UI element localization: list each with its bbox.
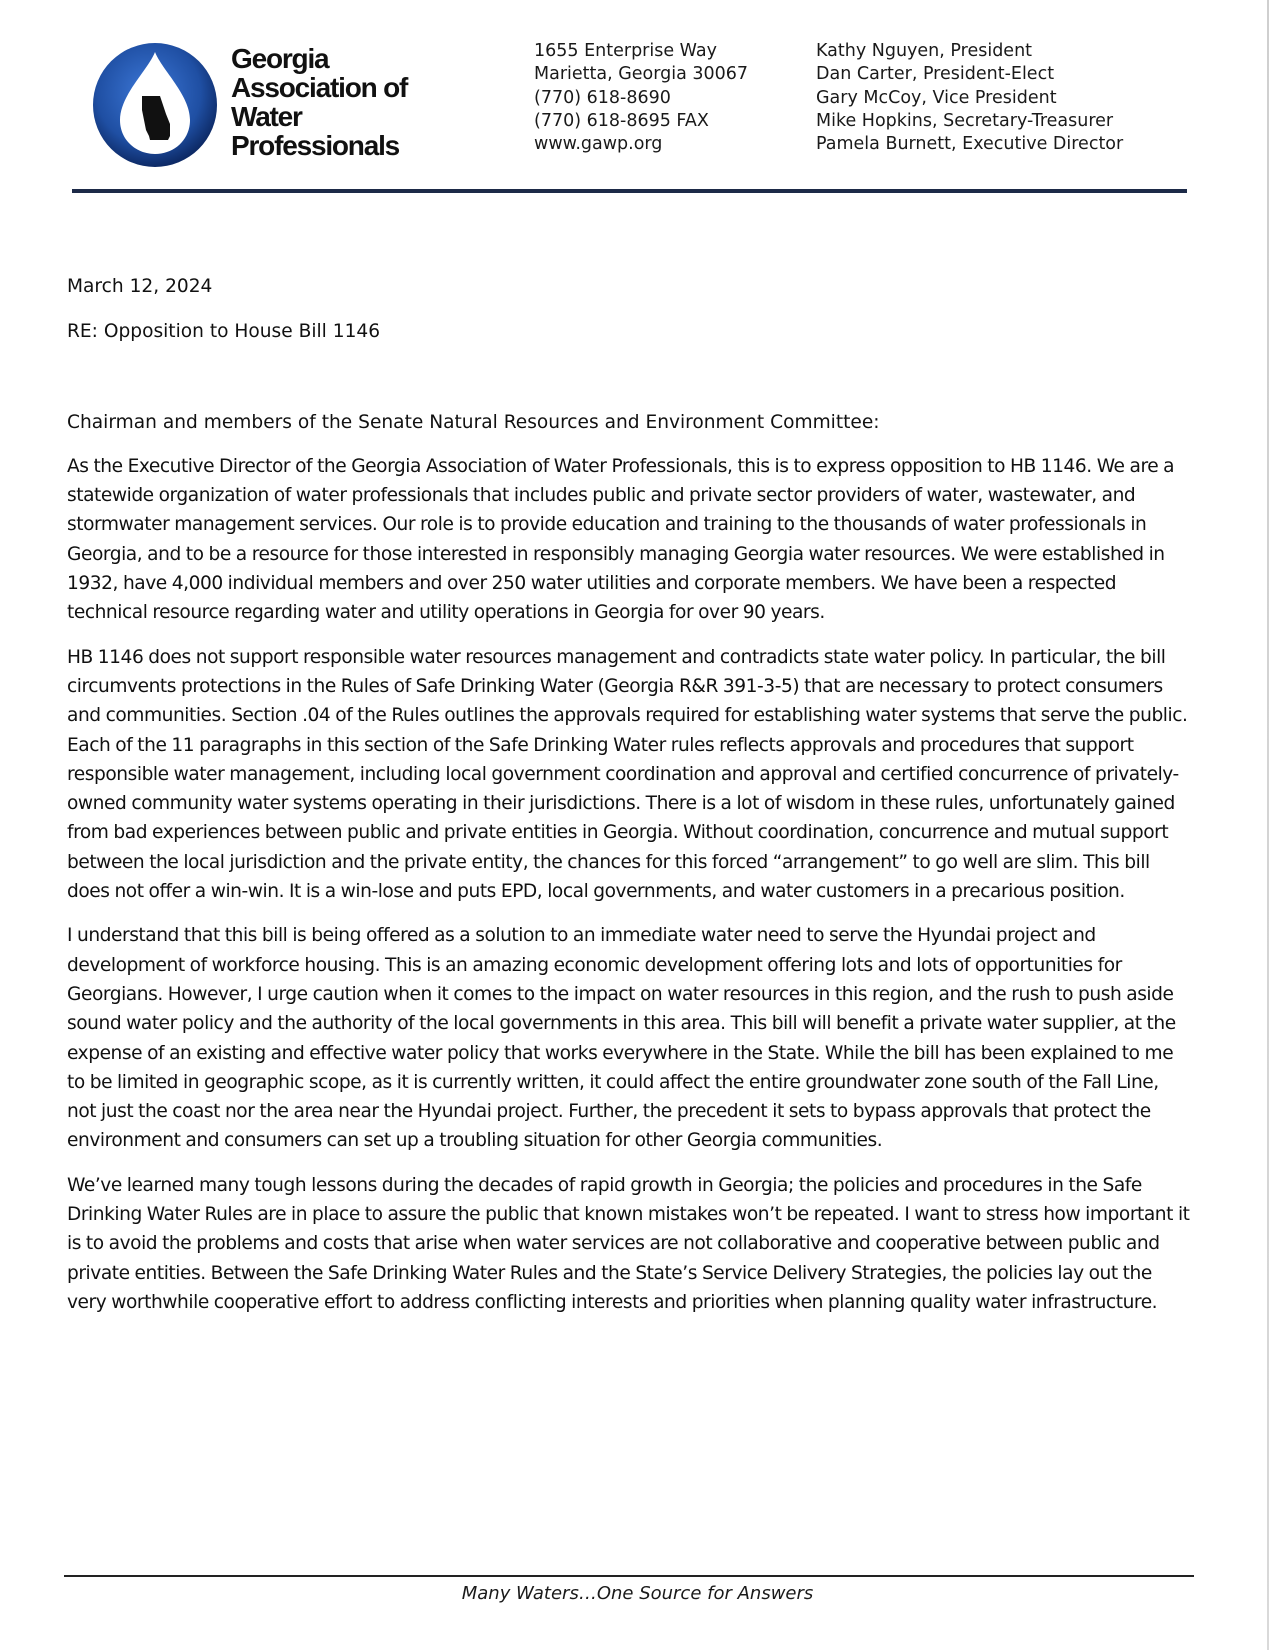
gawp-logo xyxy=(90,40,220,170)
address-website: www.gawp.org xyxy=(534,134,663,155)
address-city: Marietta, Georgia 30067 xyxy=(534,64,749,85)
letter-salutation: Chairman and members of the Senate Natural Resources and Environment Committee: xyxy=(67,411,880,433)
address-fax: (770) 618-8695 FAX xyxy=(534,110,709,131)
officer-entry: Gary McCoy, Vice President xyxy=(816,87,1057,108)
scan-edge-shadow xyxy=(1267,0,1269,1650)
org-name-line: Professionals xyxy=(231,130,400,161)
officer-entry: Kathy Nguyen, President xyxy=(816,41,1033,61)
letter-date: March 12, 2024 xyxy=(67,276,213,297)
letter-paragraph: As the Executive Director of the Georgia Association of Water Professionals, this is to express opposition to HB 1146. We are a statewide organization of water professionals that includes public and private sector providers of water, wastewater, and stormwater management services. Our role is to provide education and training to the thousands of water professionals in Georgia, and to be a resource for those interested in responsibly managing Georgia water resources. We were established in 1932, have 4,000 individual members and over 250 water utilities and corporate members. We have been a respected technical resource regarding water and utility operations in Georgia for over 90 years. xyxy=(67,455,1175,624)
address-phone: (770) 618-8690 xyxy=(534,87,671,108)
letter-paragraph: HB 1146 does not support responsible water resources management and contradicts state water policy. In particular, the bill circumvents protections in the Rules of Safe Drinking Water (Georgia R&R 391-3-5) that are necessary to protect consumers and communities. Section .04 of the Rules outlines the approvals required for establishing water systems that serve the public. Each of the 11 paragraphs in this section of the Safe Drinking Water rules reflects approvals and procedures that support responsible water management, including local government coordination and approval and certified concurrence of privately-owned community water systems operating in their jurisdictions. There is a lot of wisdom in these rules, unfortunately gained from bad experiences between public and private entities in Georgia. Without coordination, concurrence and mutual support between the local jurisdiction and the private entity, the chances for this forced “arrangement” to go well are slim. This bill does not offer a win-win. It is a win-lose and puts EPD, local governments, and water customers in a precarious position. xyxy=(67,646,1188,903)
org-name xyxy=(231,44,491,160)
officer-list xyxy=(816,40,1123,156)
footer-tagline: Many Waters…One Source for Answers xyxy=(461,1583,814,1604)
officer-entry: Pamela Burnett, Executive Director xyxy=(816,134,1124,155)
letter-paragraph: We’ve learned many tough lessons during the decades of rapid growth in Georgia; the policies and procedures in the Safe Drinking Water Rules are in place to assure the public that known mistakes won’t be repeated. I want to stress how important it is to avoid the problems and costs that arise when water services are not collaborative and cooperative between public and private entities. Between the Safe Drinking Water Rules and the State’s Service Delivery Strategies, the policies lay out the very worthwhile cooperative effort to address conflicting interests and priorities when planning quality water infrastructure. xyxy=(67,1174,1190,1313)
officer-entry: Mike Hopkins, Secretary-Treasurer xyxy=(816,110,1114,131)
letter-subject: RE: Opposition to House Bill 1146 xyxy=(67,321,381,343)
org-address xyxy=(534,40,748,156)
letter-paragraph: I understand that this bill is being offered as a solution to an immediate water need to serve the Hyundai project and development of workforce housing. This is an amazing economic development offering lots and lots of opportunities for Georgians. However, I urge caution when it comes to the impact on water resources in this region, and the rush to push aside sound water policy and the authority of the local governments in this area. This bill will benefit a private water supplier, at the expense of an existing and effective water policy that works everywhere in the State. While the bill has been explained to me to be limited in geographic scope, as it is currently written, it could affect the entire groundwater zone south of the Fall Line, not just the coast nor the area near the Hyundai project. Further, the precedent it sets to bypass approvals that protect the environment and consumers can set up a troubling situation for other Georgia communities. xyxy=(67,925,1176,1152)
footer-divider xyxy=(64,1575,1194,1577)
address-street: 1655 Enterprise Way xyxy=(534,41,717,61)
letter-body xyxy=(67,272,1192,1332)
org-name-line: Georgia xyxy=(231,43,329,74)
officer-entry: Dan Carter, President-Elect xyxy=(816,64,1055,85)
header-divider xyxy=(72,189,1187,193)
org-name-line: Association of xyxy=(231,72,408,103)
org-name-line: Water xyxy=(231,101,302,132)
